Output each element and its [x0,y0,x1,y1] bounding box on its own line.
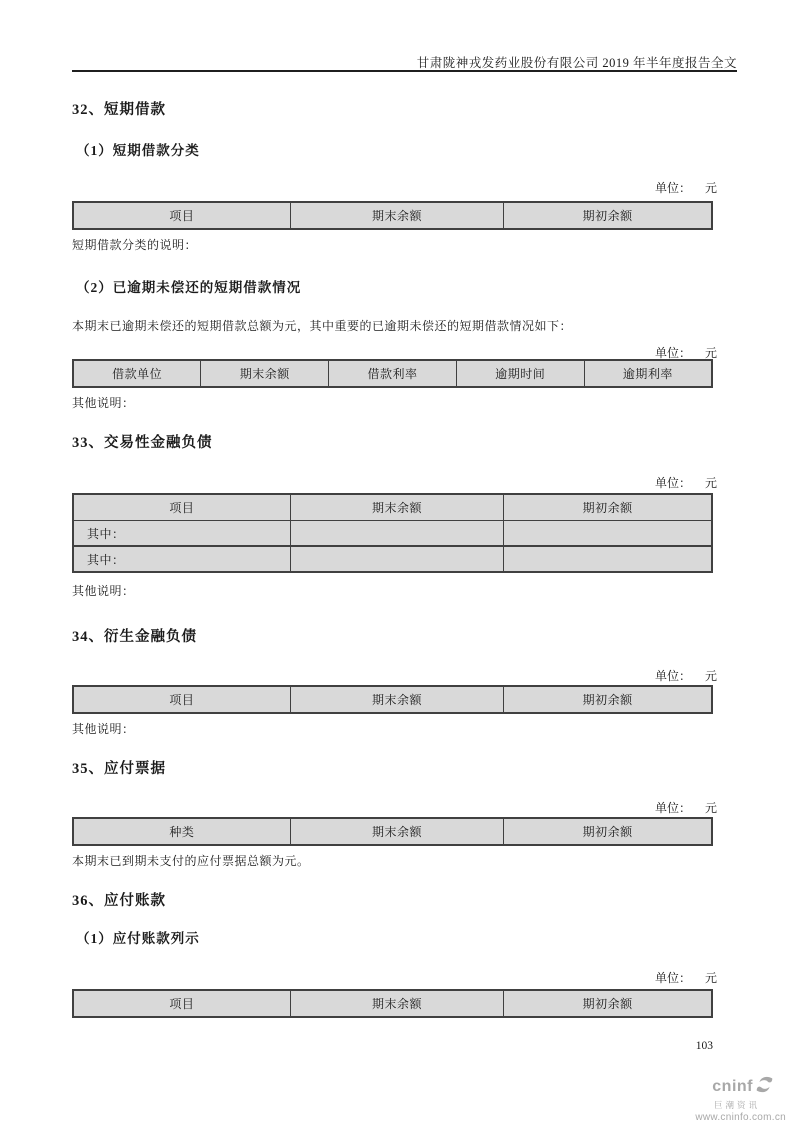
unit-value: 元 [704,181,717,195]
overdue-borrowings-table [72,359,713,388]
table-cell [504,521,712,547]
table-col-header: 逾期时间 [456,360,584,387]
unit-value: 元 [704,346,717,360]
other-notes-text: 其他说明： [72,396,135,410]
table-col-header: 期初余额 [504,494,712,521]
table-col-header: 期末余额 [290,818,503,845]
section-35-heading: 35、应付票据 [72,761,166,777]
cninfo-logo-subtext: 巨潮资讯 [713,1100,760,1110]
section-32-1-heading: （1）短期借款分类 [76,143,200,158]
unit-text: 单位： [654,181,691,195]
short-term-borrowings-classification-table [72,201,713,230]
table-col-header: 项目 [73,990,290,1017]
unit-value: 元 [704,971,717,985]
notes-payable-table [72,817,713,846]
report-header-title: 甘肃陇神戎发药业股份有限公司 2019 年半年度报告全文 [416,56,737,70]
unit-text: 单位： [654,801,691,815]
unit-label-4 [655,667,717,684]
section-33-heading: 33、交易性金融负债 [72,435,213,451]
section-32-2-heading: （2）已逾期未偿还的短期借款情况 [76,280,302,295]
table-col-header: 期末余额 [290,686,503,713]
cninfo-logo-row [712,1076,774,1098]
table-col-header: 项目 [73,494,290,521]
table-col-header: 期初余额 [504,818,712,845]
unit-value: 元 [704,669,717,683]
table-col-header: 期初余额 [504,686,712,713]
table-col-header: 种类 [73,818,290,845]
classification-note: 短期借款分类的说明： [72,238,198,252]
table-row [73,546,712,572]
unit-text: 单位： [654,476,691,490]
unit-text: 单位： [654,971,691,985]
table-col-header: 项目 [73,202,290,229]
section-36-heading: 36、应付账款 [72,893,166,909]
table-cell [504,546,712,572]
unit-value: 元 [704,801,717,815]
section-34-heading: 34、衍生金融负债 [72,629,197,645]
table-col-header: 期初余额 [504,202,712,229]
notes-payable-note: 本期末已到期未支付的应付票据总额为元。 [72,854,310,868]
cninfo-swirl-icon [755,1076,774,1098]
unit-text: 单位： [654,669,691,683]
table-col-header: 期初余额 [504,990,712,1017]
table-col-header: 项目 [73,686,290,713]
table-cell [290,521,503,547]
header-rule [72,70,737,72]
table-cell [290,546,503,572]
table-row [73,521,712,547]
accounts-payable-table [72,989,713,1018]
page-number: 103 [695,1040,713,1052]
table-col-header: 期末余额 [290,494,503,521]
unit-label-6 [655,969,717,986]
derivative-financial-liabilities-table [72,685,713,714]
table-col-header: 期末余额 [201,360,329,387]
unit-label-5 [655,799,717,816]
other-notes-text: 其他说明： [72,722,135,736]
table-col-header: 逾期利率 [584,360,712,387]
section-32-heading: 32、短期借款 [72,102,166,118]
table-col-header: 借款单位 [73,360,201,387]
cninfo-logo-text: cninf [712,1078,753,1095]
cninfo-logo [695,1076,786,1122]
unit-label-1 [655,179,717,196]
table-col-header: 期末余额 [290,990,503,1017]
trading-financial-liabilities-table [72,493,713,573]
table-col-header: 借款利率 [329,360,457,387]
other-notes-text: 其他说明： [72,584,135,598]
unit-label-3 [655,474,717,491]
unit-text: 单位： [654,346,691,360]
table-cell: 其中： [73,521,290,547]
table-col-header: 期末余额 [290,202,503,229]
overdue-borrowings-intro: 本期末已逾期未偿还的短期借款总额为元，其中重要的已逾期未偿还的短期借款情况如下： [72,319,573,333]
section-36-1-heading: （1）应付账款列示 [76,931,200,946]
cninfo-logo-url: www.cninfo.com.cn [695,1112,786,1122]
table-cell: 其中： [73,546,290,572]
unit-value: 元 [704,476,717,490]
